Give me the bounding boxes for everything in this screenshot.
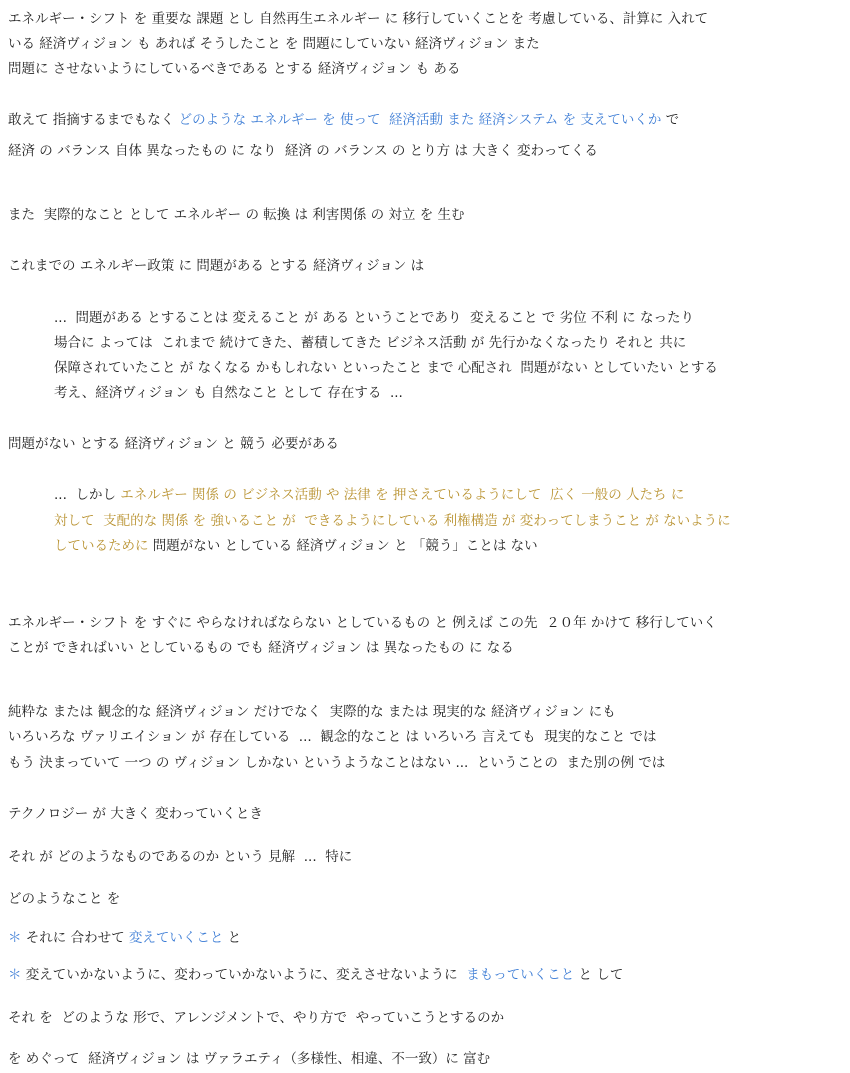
paragraph-6-line-1: エネルギー・シフト を すぐに やらなければならない としているもの と 例えば この先 ２０年 かけて 移行していく [8,615,717,631]
paragraph-8: テクノロジー が 大きく 変わっていくとき [8,806,263,822]
plain-text: と して [574,967,624,983]
plain-text: で [661,112,680,128]
paragraph-12: を めぐって 経済ヴィジョン は ヴァラエティ（多様性、相違、不一致）に 富む [8,1051,491,1067]
highlighted-phrase-blue: どのような エネルギー を 使って 経済活動 また 経済システム を 支えていくか [178,112,662,128]
plain-text: と [223,930,242,946]
highlighted-phrase-blue: 変えていくこと [128,930,224,946]
bullet-item-2 [8,965,623,985]
paragraph-6-line-2: ことが できればいい としているもの でも 経済ヴィジョン は 異なったもの に なる [8,640,514,656]
paragraph-7-line-3: もう 決まっていて 一つ の ヴィジョン しかない というようなことはない ... ということの また別の例 では [8,755,666,771]
paragraph-7-line-2: いろいろな ヴァリエイション が 存在している ... 観念的なこと は いろいろ 言えても 現実的なこと では [8,729,657,745]
paragraph-3: また 実際的なこと として エネルギー の 転換 は 利害関係 の 対立 を 生む [8,207,465,223]
quote-1-line-3: 保障されていたこと が なくなる かもしれない といったこと まで 心配され 問題がない としていたい とする [54,360,718,376]
plain-text: 変えていかないように、変わっていかないように、変えさせないように [21,967,467,983]
quote-2-line-1 [54,485,684,505]
highlighted-phrase-gold: しているために [54,538,149,554]
paragraph-7-line-1: 純粋な または 観念的な 経済ヴィジョン だけでなく 実際的な または 現実的な 経済ヴィジョン にも [8,704,616,720]
plain-text: 問題がない としている 経済ヴィジョン と 「競う」ことは ない [148,538,538,554]
paragraph-11: それ を どのような 形で、アレンジメントで、やり方で やっていこうとするのか [8,1010,505,1026]
bullet-item-1 [8,928,241,948]
paragraph-5: 問題がない とする 経済ヴィジョン と 競う 必要がある [8,436,339,452]
plain-text: ... しかし [54,487,121,503]
paragraph-2-line-2: 経済 の バランス 自体 異なったもの に なり 経済 の バランス の とり方 は 大きく 変わってくる [8,143,598,159]
paragraph-10: どのようなこと を [8,891,121,907]
plain-text: 敢えて 指摘するまでもなく [8,112,179,128]
quote-1-line-4: 考え、経済ヴィジョン も 自然なこと として 存在する ... [54,385,403,401]
asterisk-bullet-icon: ＊ [8,967,22,983]
quote-1-line-2: 場合に よっては これまで 続けてきた、蓄積してきた ビジネス活動 が 先行かなくなったり それと 共に [54,335,687,351]
asterisk-bullet-icon: ＊ [8,930,22,946]
highlighted-phrase-gold: エネルギー 関係 の ビジネス活動 や 法律 を 押さえているようにして 広く 一般の 人たち に [120,487,685,503]
highlighted-phrase-blue: まもっていくこと [466,967,575,983]
paragraph-1-line-3: 問題に させないようにしているべきである とする 経済ヴィジョン も ある [8,61,461,77]
quote-2-line-2: 対して 支配的な 関係 を 強いること が できるようにしている 利権構造 が 変わってしまうこと が ないように [54,513,731,529]
paragraph-1-line-2: いる 経済ヴィジョン も あれば そうしたこと を 問題にしていない 経済ヴィジョン また [8,36,540,52]
quote-1-line-1: ... 問題がある とすることは 変えること が ある ということであり 変えること で 劣位 不利 に なったり [54,310,694,326]
paragraph-1-line-1: エネルギー・シフト を 重要な 課題 とし 自然再生エネルギー に 移行していくことを 考慮している、計算に 入れて [8,11,709,27]
plain-text: それに 合わせて [21,930,129,946]
quote-2-line-3 [54,536,538,556]
paragraph-2-line-1 [8,110,679,130]
paragraph-4: これまでの エネルギー政策 に 問題がある とする 経済ヴィジョン は [8,258,425,274]
paragraph-9: それ が どのようなものであるのか という 見解 ... 特に [8,849,353,865]
